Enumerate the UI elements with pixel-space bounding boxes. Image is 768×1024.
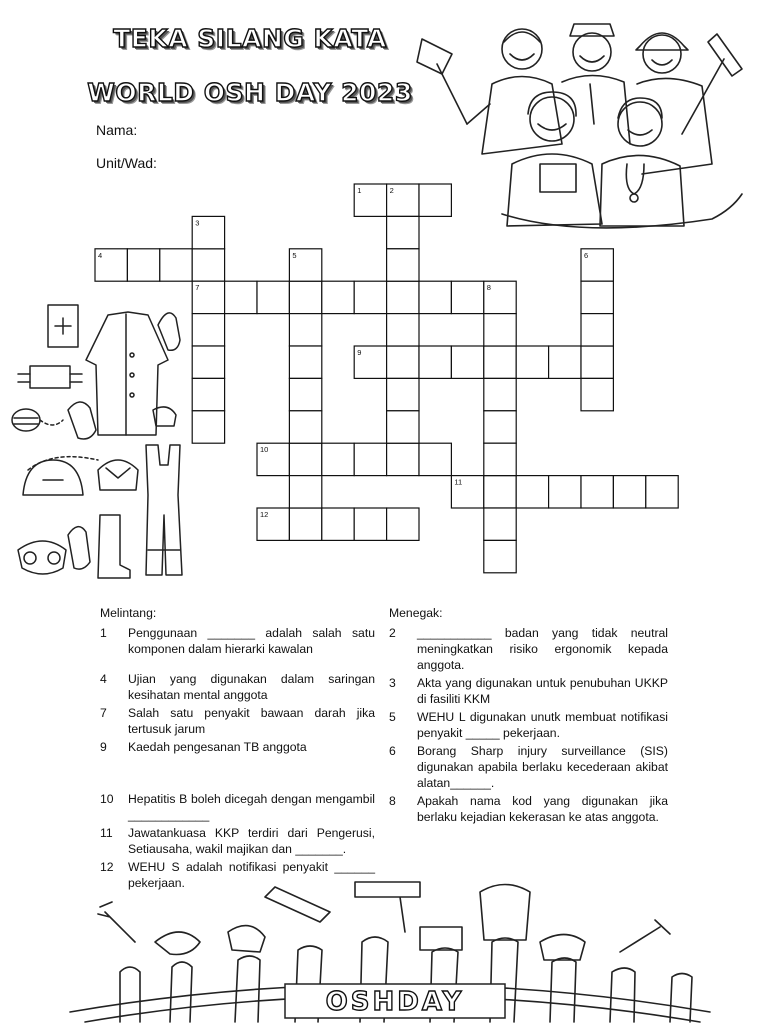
clue-item-text: WEHU S adalah notifikasi penyakit ______ pekerjaan. [128,860,375,890]
crossword-cell[interactable] [613,476,645,508]
crossword-cell[interactable] [484,476,516,508]
crossword-cell[interactable] [95,249,127,281]
crossword-cell[interactable] [484,281,516,313]
crossword-cell[interactable] [484,443,516,475]
clue-number: 5 [292,250,297,260]
crossword-cell[interactable] [289,443,321,475]
crossword-cell[interactable] [387,249,419,281]
crossword-cell[interactable] [289,249,321,281]
clue-item-text: Hepatitis B boleh dicegah dengan mengambil ____________ [128,792,375,822]
down-heading: Menegak: [389,606,443,620]
crossword-cell[interactable] [646,476,678,508]
clue-item [100,825,375,857]
crossword-cell[interactable] [581,249,613,281]
clue-item [389,675,668,707]
clue-item-number: 6 [389,744,396,758]
crossword-cell[interactable] [451,281,483,313]
clue-number: 12 [260,510,269,519]
crossword-cell[interactable] [581,476,613,508]
down-clues [389,605,668,825]
crossword-cell[interactable] [257,281,289,313]
crossword-cell[interactable] [419,346,451,378]
crossword-cell[interactable] [387,508,419,540]
clue-item-text: Jawatankuasa KKP terdiri dari Pengerusi, Setiausaha, wakil majikan dan _______. [128,826,375,856]
clue-item-text: ___________ badan yang tidak neutral meningkatkan risiko ergonomik kepada anggota. [417,626,668,672]
clue-item [389,709,668,741]
crossword-cell[interactable] [289,378,321,410]
clue-item-number: 2 [389,626,396,640]
crossword-cell[interactable] [257,443,289,475]
clue-number: 2 [389,186,394,195]
crossword-cell[interactable] [387,378,419,410]
clue-item [389,743,668,791]
crossword-cell[interactable] [484,378,516,410]
crossword-cell[interactable] [484,411,516,443]
crossword-cell[interactable] [451,346,483,378]
crossword-cell[interactable] [484,540,516,572]
clue-item-number: 1 [100,626,107,640]
crossword-cell[interactable] [387,346,419,378]
crossword-cell[interactable] [549,346,581,378]
crossword-cell[interactable] [160,249,192,281]
clue-item-text: Borang Sharp injury surveillance (SIS) digunakan apabila berlaku kecederaan akibat alatan______. [417,744,668,790]
clue-item [100,625,375,657]
crossword-cell[interactable] [387,411,419,443]
clue-number: 11 [454,477,463,487]
title-line-1: TEKA SILANG KATA [113,24,387,53]
clue-number: 8 [486,283,491,293]
clue-item [100,739,375,755]
clue-item [100,705,375,737]
ppe-equipment-icon [8,300,193,585]
clue-item-number: 8 [389,794,396,808]
crossword-cell[interactable] [192,216,224,248]
clue-item-number: 9 [100,740,107,754]
crossword-cell[interactable] [322,281,354,313]
crossword-cell[interactable] [354,508,386,540]
crossword-cell[interactable] [322,443,354,475]
crossword-cell[interactable] [192,249,224,281]
crossword-cell[interactable] [387,216,419,248]
crossword-cell[interactable] [419,184,451,216]
crossword-cell[interactable] [484,314,516,346]
clue-number: 9 [357,348,362,357]
clue-item-text: Penggunaan _______ adalah salah satu komponen dalam hierarki kawalan [128,626,375,656]
clue-number: 4 [98,250,103,260]
crossword-cell[interactable] [581,281,613,313]
crossword-cell[interactable] [451,476,483,508]
crossword-cell[interactable] [192,346,224,378]
crossword-cell[interactable] [387,281,419,313]
clue-number: 1 [357,186,362,195]
crossword-cell[interactable] [549,476,581,508]
clue-item [389,625,668,673]
osh-day-banner-text: OSHDAY [325,987,465,1017]
across-clues [100,605,375,891]
clue-item-number: 11 [100,826,113,840]
crossword-cell[interactable] [581,378,613,410]
clue-item-number: 12 [100,860,114,874]
crossword-cell[interactable] [581,346,613,378]
crossword-cell[interactable] [289,281,321,313]
clue-item-text: Akta yang digunakan untuk penubuhan UKKP di fasiliti KKM [417,676,668,706]
clue-item-text: WEHU L digunakan unutk membuat notifikasi penyakit _____ pekerjaan. [417,710,668,740]
crossword-cell[interactable] [127,249,159,281]
crossword-cell[interactable] [289,411,321,443]
crossword-cell[interactable] [354,346,386,378]
name-label: Nama: [96,122,138,138]
crossword-cell[interactable] [192,378,224,410]
clue-number: 6 [584,250,589,260]
clue-item-number: 4 [100,672,107,686]
clue-number: 3 [195,218,200,228]
crossword-cell[interactable] [192,411,224,443]
crossword-cell[interactable] [289,346,321,378]
crossword-cell[interactable] [387,314,419,346]
crossword-cell[interactable] [581,314,613,346]
crossword-cell[interactable] [354,281,386,313]
crossword-cell[interactable] [387,443,419,475]
clue-item-number: 3 [389,676,396,690]
clue-item [100,671,375,703]
clue-item-text: Apakah nama kod yang digunakan jika berlaku kejadian kekerasan ke atas anggota. [417,794,668,824]
crossword-cell[interactable] [419,443,451,475]
workers-group-icon [412,14,757,234]
crossword-cell[interactable] [289,476,321,508]
across-heading: Melintang: [100,606,157,620]
clue-item-number: 10 [100,792,114,806]
crossword-cell[interactable] [257,508,289,540]
clue-item [100,791,375,823]
crossword-cell[interactable] [225,281,257,313]
clue-item-number: 5 [389,710,396,724]
title-line-2: WORLD OSH DAY 2023 [87,78,413,107]
crossword-cell[interactable] [289,314,321,346]
crossword-cell[interactable] [322,508,354,540]
clue-number: 10 [260,445,269,455]
clue-item-text: Kaedah pengesanan TB anggota [128,740,307,754]
crossword-cell[interactable] [516,346,548,378]
unit-label: Unit/Wad: [96,155,157,171]
clue-item-text: Salah satu penyakit bawaan darah jika tertusuk jarum [128,706,375,736]
clue-item [389,793,668,825]
crossword-cell[interactable] [192,281,224,313]
raised-hands-tools-icon [60,872,720,1024]
crossword-cell[interactable] [354,443,386,475]
crossword-cell[interactable] [192,314,224,346]
crossword-cell[interactable] [289,508,321,540]
crossword-cell[interactable] [354,184,386,216]
crossword-cell[interactable] [484,346,516,378]
crossword-cell[interactable] [419,281,451,313]
clue-item-number: 7 [100,706,107,720]
crossword-cell[interactable] [387,184,419,216]
clue-item-text: Ujian yang digunakan dalam saringan kesihatan mental anggota [128,672,375,702]
crossword-cell[interactable] [484,508,516,540]
clue-number: 7 [195,283,200,293]
crossword-cell[interactable] [516,476,548,508]
